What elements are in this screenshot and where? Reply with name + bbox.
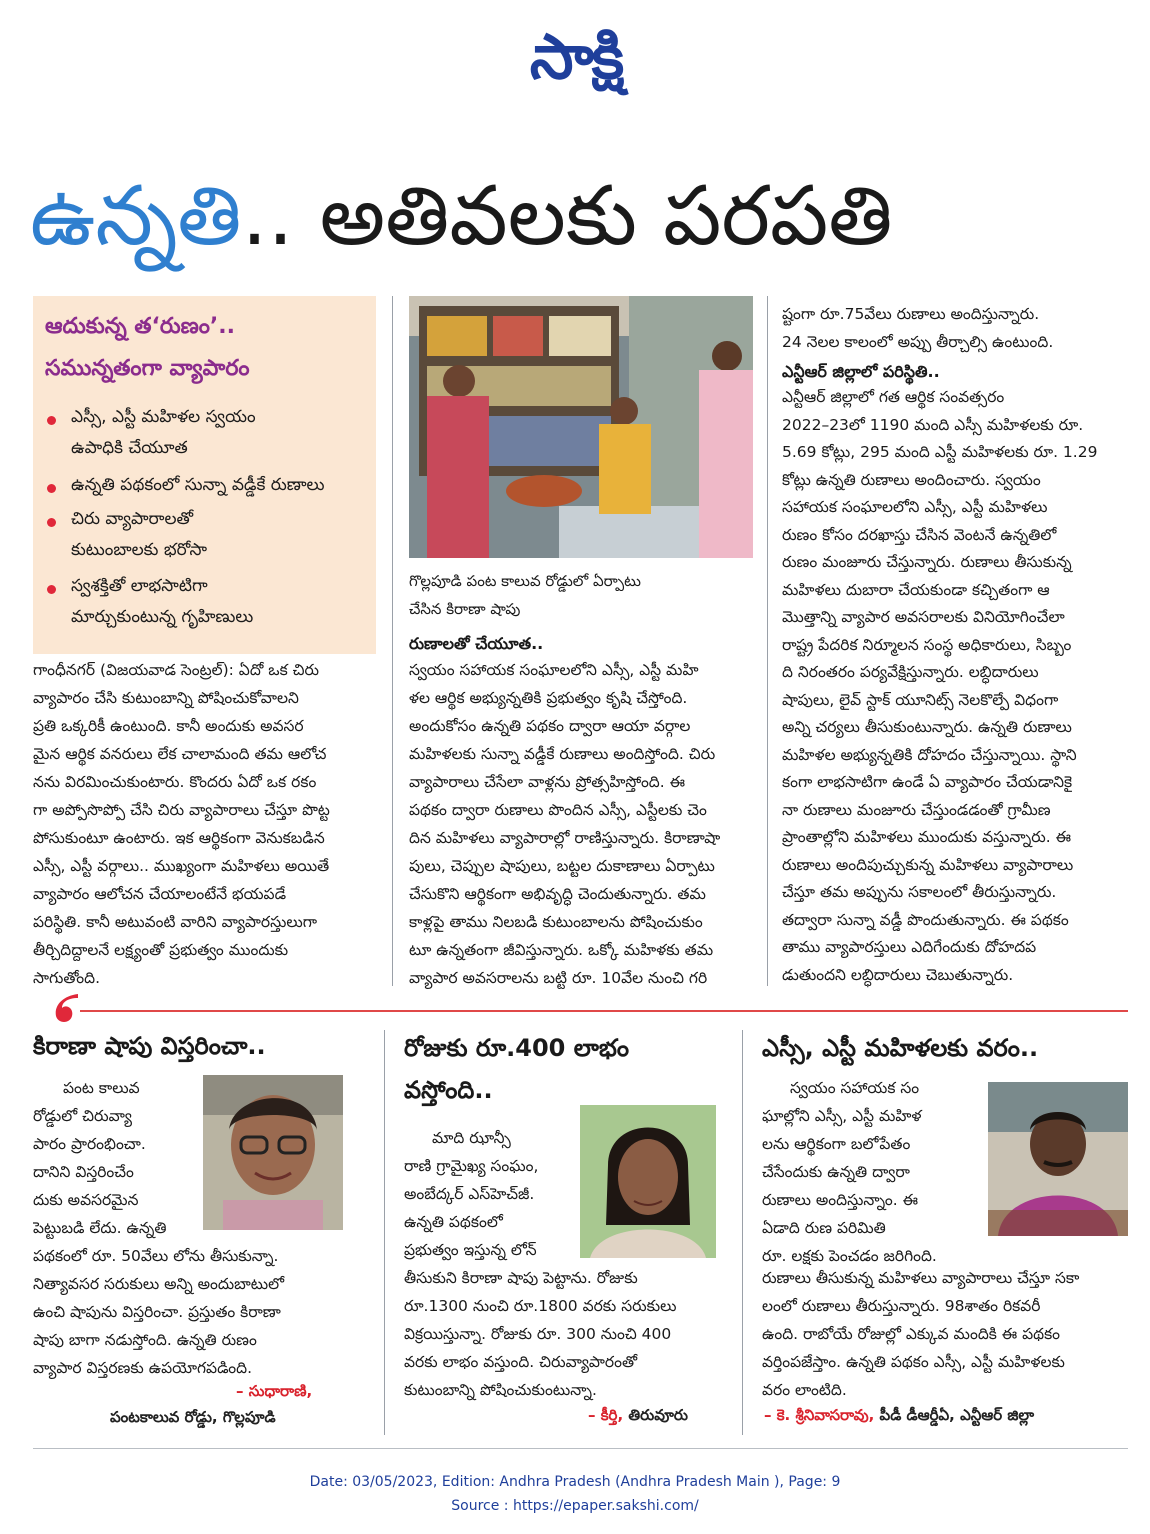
box2-wide-text xyxy=(404,1264,716,1404)
bullet-text: ఎస్సీ, ఎస్టీ మహిళల స్వయం xyxy=(71,407,256,427)
text-line: చేస్తూ తమ అప్పును సకాలంలో తీరుస్తున్నారు. xyxy=(782,883,1057,901)
text-line: రుణం కోసం దరఖాస్తు చేసిన వెంటనే ఉన్నతిలో xyxy=(782,525,1057,544)
text-line: మహిళల అభ్యున్నతికి దోహదం చేస్తున్నాయి. స్థాని xyxy=(782,745,1077,764)
text-line: రూ.1300 నుంచి రూ.1800 వరకు సరుకులు xyxy=(404,1297,677,1315)
text-line: మాది ఝాన్సీ xyxy=(432,1129,511,1147)
box1-portrait xyxy=(203,1075,343,1230)
text-line: అన్ని చర్యలు తీసుకుంటున్నారు. ఉన్నతి రుణాలు xyxy=(782,718,1072,736)
signature-name: – కె. శ్రీనివాసరావు, xyxy=(764,1406,875,1424)
column-divider xyxy=(384,1030,385,1435)
box1-signature-name xyxy=(236,1382,312,1404)
text-line: రాణి గ్రామైఖ్య సంఘం, xyxy=(404,1157,539,1175)
text-line: స్వయం సహాయక సం xyxy=(790,1079,920,1097)
box1-title: కిరాణా షాపు విస్తరించా.. xyxy=(33,1032,266,1060)
signature-place: తిరువూరు xyxy=(628,1406,688,1424)
text-line: ళల ఆర్థిక అభ్యున్నతికి ప్రభుత్వం కృషి చేస్తోంది. xyxy=(409,689,688,707)
box1-narrow-text xyxy=(33,1074,193,1242)
text-line: ప్రాంతాల్లోని మహిళలు ముందుకు వస్తున్నారు. ఈ xyxy=(782,828,1072,846)
signature-name: – కీర్తి, xyxy=(588,1406,624,1424)
masthead-logo: సాక్షి xyxy=(529,20,623,93)
text-line: ఘాల్లోని ఎస్సీ, ఎస్టీ మహిళ xyxy=(762,1107,922,1125)
text-line: పారం ప్రారంభించా. xyxy=(33,1135,146,1153)
box3-portrait xyxy=(988,1082,1128,1236)
text-line: రుణం మంజూరు చేస్తున్నారు. రుణాలు తీసుకున్న xyxy=(782,553,1072,571)
text-line: షాపు బాగా నడుస్తోంది. ఉన్నతి రుణం xyxy=(33,1331,257,1349)
text-line: ఉంది. రాబోయే రోజుల్లో ఎక్కువ మందికి ఈ పథకం xyxy=(762,1325,1061,1343)
text-line: పోసుకుంటూ ఉంటారు. ఇక ఆర్థికంగా వెనుకబడిన xyxy=(33,829,325,847)
bullet-text: ఉన్నతి పథకంలో సున్నా వడ్డీకే రుణాలు xyxy=(71,475,325,495)
subheading-loans: రుణాలతో చేయూత.. xyxy=(409,634,544,653)
box3-signature xyxy=(764,1406,1034,1428)
text-line: వ్యాపార విస్తరణకు ఉపయోగపడింది. xyxy=(33,1359,253,1377)
text-line: నిత్యావసర సరుకులు అన్ని అందుబాటులో xyxy=(33,1275,285,1293)
text-line: మొత్తాన్ని వ్యాపార అవసరాలకు వినియోగించేలా xyxy=(782,608,1065,626)
text-line: ఏడాది రుణ పరిమితి xyxy=(762,1219,886,1237)
signature-role: పీడీ డీఆర్డీఏ, ఎన్టీఆర్ జిల్లా xyxy=(879,1406,1035,1424)
text-line: రోడ్డులో చిరువ్యా xyxy=(33,1107,132,1125)
text-line: తీసుకుని కిరాణా షాపు పెట్టాను. రోజుకు xyxy=(404,1269,638,1287)
text-line: వ్యాపారం చేసి కుటుంబాన్ని పోషించుకోవాలని xyxy=(33,689,299,707)
text-line: ప్రతి ఒక్కరికీ ఉంటుంది. కానీ అందుకు అవసర xyxy=(33,717,304,735)
bullet-icon xyxy=(47,585,56,594)
text-line: సహాయక సంఘాలలోని ఎస్సీ, ఎస్టీ మహిళలు xyxy=(782,498,1048,516)
box2-narrow-text xyxy=(404,1124,574,1264)
signature-name: – సుధారాణి, xyxy=(236,1382,313,1400)
text-line: వ్యాపారాలు చేసేలా వాళ్లను ప్రోత్సహిస్తోంది. ఈ xyxy=(409,773,686,791)
box3-title: ఎస్సీ, ఎస్టీ మహిళలకు వరం.. xyxy=(762,1034,1039,1062)
column-divider xyxy=(392,296,393,986)
footer-source: Source : https://epaper.sakshi.com/ xyxy=(451,1498,699,1514)
text-line: సాగుతోంది. xyxy=(33,969,101,987)
headline-highlight: ఉన్నతి xyxy=(30,169,242,264)
photo-caption-line2: చేసిన కిరాణా షాపు xyxy=(409,600,521,618)
bullet-icon xyxy=(47,484,56,493)
text-line: ఉంచి షాపును విస్తరించా. ప్రస్తుతం కిరాణా xyxy=(33,1303,281,1321)
text-line: వరకు లాభం వస్తుంది. చిరువ్యాపారంతో xyxy=(404,1353,638,1371)
highlights-heading-line2: సమున్నతంగా వ్యాపారం xyxy=(45,356,250,381)
box2-title-line2: వస్తోంది.. xyxy=(404,1076,493,1104)
text-line: మైన ఆర్థిక వనరులు లేక చాలామంది తమ ఆలోచ xyxy=(33,745,327,763)
text-line: 5.69 కోట్లు, 295 మంది ఎస్టీ మహిళలకు రూ. 1.29 xyxy=(782,443,1098,461)
text-line: వర్తింపజేస్తాం. ఉన్నతి పథకం ఎస్సీ, ఎస్టీ మహిళలకు xyxy=(762,1353,1065,1371)
section-rule xyxy=(80,1010,1128,1012)
text-line: రుణాలు అందిస్తున్నాం. ఈ xyxy=(762,1191,919,1209)
headline-rest: .. అతివలకు పరపతి xyxy=(241,169,893,264)
bullet-icon xyxy=(47,518,56,527)
text-line: ఎస్సీ, ఎస్టీ వర్గాలు.. ముఖ్యంగా మహిళలు అయితే xyxy=(33,857,330,875)
text-line: వరం లాంటిది. xyxy=(762,1381,847,1399)
footer-date-edition: Date: 03/05/2023, Edition: Andhra Pradesh (Andhra Pradesh Main ), Page: 9 xyxy=(309,1474,841,1490)
box2-portrait xyxy=(580,1105,716,1258)
text-line: ది నిరంతరం పర్యవేక్షిస్తున్నారు. లబ్ధిదారులు xyxy=(782,663,1039,681)
bullet-text: స్వశక్తితో లాభసాటిగా xyxy=(71,576,208,596)
text-line: రాష్ట్ర పేదరిక నిర్మూలన సంస్థ అధికారులు, సిబ్బం xyxy=(782,635,1072,654)
text-line: టూ ఉన్నతంగా జీవిస్తున్నారు. ఒక్కో మహిళకు తమ xyxy=(409,941,714,959)
text-line: తీర్చిదిద్దాలనే లక్ష్యంతో ప్రభుత్వం ముందుకు xyxy=(33,941,289,959)
text-line: మహిళలు దుబారా చేయకుండా కచ్చితంగా ఆ xyxy=(782,580,1050,599)
text-line: గాంధీనగర్ (విజయవాడ సెంట్రల్): ఏదో ఒక చిరు xyxy=(33,661,320,679)
footer-rule xyxy=(33,1448,1128,1449)
box2-title-line1: రోజుకు రూ.400 లాభం xyxy=(404,1034,629,1062)
quote-mark-icon xyxy=(48,990,84,1026)
photo-caption-line1: గొల్లపూడి పంట కాలువ రోడ్డులో ఏర్పాటు xyxy=(409,572,641,590)
article-column-1 xyxy=(33,656,376,992)
text-line: అంబేద్కర్ ఎస్‌హెచ్‌జీ. xyxy=(404,1185,535,1203)
text-line: దిన మహిళలు వ్యాపారాల్లో రాణిస్తున్నారు. కిరాణాషా xyxy=(409,829,721,847)
text-line: మహిళలకు సున్నా వడ్డీకే రుణాలు అందిస్తోంది. చిరు xyxy=(409,745,716,763)
text-line: పరిస్థితి. కానీ అటువంటి వారిని వ్యాపారస్తులుగా xyxy=(33,913,317,931)
text-line: రుణాలు తీసుకున్న మహిళలు వ్యాపారాలు చేస్తూ సకా xyxy=(762,1269,1080,1287)
text-line: ప్రభుత్వం ఇస్తున్న లోన్ xyxy=(404,1241,537,1259)
text-line: రూ. లక్షకు పెంచడం జరిగింది. xyxy=(762,1247,937,1265)
text-line: రుణాలు అందిపుచ్చుకున్న మహిళలు వ్యాపారాలు xyxy=(782,855,1074,874)
column-divider xyxy=(742,1030,743,1435)
text-line: విక్రయిస్తున్నా. రోజుకు రూ. 300 నుంచి 400 xyxy=(404,1325,672,1343)
box2-signature xyxy=(588,1406,688,1428)
text-line: దానిని విస్తరించేం xyxy=(33,1163,134,1181)
text-line: లంలో రుణాలు తీరుస్తున్నారు. 98శాతం రికవరీ xyxy=(762,1297,1041,1315)
text-line: కోట్లు ఉన్నతి రుణాలు అందించారు. స్వయం xyxy=(782,470,1041,489)
text-line: దుకు అవసరమైన xyxy=(33,1191,139,1209)
article-column-3-top xyxy=(782,300,1127,356)
text-line: కాళ్లపై తాము నిలబడి కుటుంబాలను పోషించుకుం xyxy=(409,913,703,931)
box1-signature-place: పంటకాలువ రోడ్డు, గొల్లపూడి xyxy=(110,1408,276,1426)
text-line: వ్యాపారం ఆలోచన చేయాలంటేనే భయపడే xyxy=(33,885,287,903)
text-line: తాము వ్యాపారస్తులు ఎదిగేందుకు దోహదప xyxy=(782,938,1037,956)
text-line: చేసుకొని ఆర్థికంగా అభివృద్ధి చెందుతున్నారు. తమ xyxy=(409,885,706,903)
text-line: గా అప్పోసొప్పో చేసి చిరు వ్యాపారాలు చేస్తూ పొట్ట xyxy=(33,801,330,819)
highlights-box xyxy=(33,296,376,654)
article-column-2 xyxy=(409,656,753,992)
bullet-text: కుటుంబాలకు భరోసా xyxy=(71,540,208,560)
bullet-icon xyxy=(47,416,56,425)
text-line: డుతుందని లబ్ధిదారులు చెబుతున్నారు. xyxy=(782,965,1014,984)
text-line: షాపులు, లైవ్ స్టాక్ యూనిట్స్ నెలకొల్పే విధంగా xyxy=(782,690,1059,709)
highlights-heading-line1: ఆదుకున్న త‘రుణం’.. xyxy=(45,314,235,339)
text-line: నా రుణాలు మంజూరు చేస్తుండడంతో గ్రామీణ xyxy=(782,800,1051,819)
text-line: పెట్టుబడి లేదు. ఉన్నతి xyxy=(33,1219,167,1237)
article-column-3 xyxy=(782,384,1127,989)
subheading-ntr-district: ఎన్టీఆర్ జిల్లాలో పరిస్థితి.. xyxy=(782,362,940,381)
text-line: కంగా లాభసాటిగా ఉండే ఏ వ్యాపారం చేయడానికై xyxy=(782,773,1073,791)
text-line: 2022–23లో 1190 మంది ఎస్సీ మహిళలకు రూ. xyxy=(782,415,1084,434)
text-line: పథకంలో రూ. 50వేలు లోను తీసుకున్నా. xyxy=(33,1247,279,1265)
text-line: పథకం ద్వారా రుణాలు పొందిన ఎస్సీ, ఎస్టీలకు చెం xyxy=(409,801,707,819)
bullet-text: ఉపాధికి చేయూత xyxy=(71,438,188,458)
box1-wide-text xyxy=(33,1242,373,1382)
column-divider xyxy=(767,296,768,986)
page-headline xyxy=(30,162,1130,272)
text-line: లను ఆర్థికంగా బలోపేతం xyxy=(762,1135,911,1153)
text-line: పంట కాలువ xyxy=(63,1079,140,1097)
text-line: ష్టంగా రూ.75వేలు రుణాలు అందిస్తున్నారు. xyxy=(782,305,1040,323)
shop-photo xyxy=(409,296,753,558)
bullet-text: చిరు వ్యాపారాలతో xyxy=(71,509,194,529)
box3-narrow-text xyxy=(762,1074,980,1270)
text-line: ఎన్టీఆర్ జిల్లాలో గత ఆర్థిక సంవత్సరం xyxy=(782,388,1005,406)
text-line: వ్యాపార అవసరాలను బట్టి రూ. 10వేల నుంచి గరి xyxy=(409,969,708,987)
text-line: కుటుంబాన్ని పోషించుకుంటున్నా. xyxy=(404,1381,597,1399)
box3-wide-text xyxy=(762,1264,1128,1404)
text-line: 24 నెలల కాలంలో అప్పు తీర్చాల్సి ఉంటుంది. xyxy=(782,333,1054,351)
bullet-text: మార్చుకుంటున్న గృహిణులు xyxy=(71,607,254,627)
text-line: స్వయం సహాయక సంఘాలలోని ఎస్సీ, ఎస్టీ మహి xyxy=(409,661,699,679)
text-line: ఉన్నతి పథకంలో xyxy=(404,1213,503,1231)
text-line: నను విరమించుకుంటారు. కొందరు ఏదో ఒక రకం xyxy=(33,773,317,791)
text-line: చేసేందుకు ఉన్నతి ద్వారా xyxy=(762,1163,910,1181)
text-line: అందుకోసం ఉన్నతి పథకం ద్వారా ఆయా వర్గాల xyxy=(409,717,691,735)
text-line: తద్వారా సున్నా వడ్డీ పొందుతున్నారు. ఈ పథకం xyxy=(782,910,1069,929)
text-line: పులు, చెప్పుల షాపులు, బట్టల దుకాణాలు ఏర్పాటు xyxy=(409,857,715,875)
